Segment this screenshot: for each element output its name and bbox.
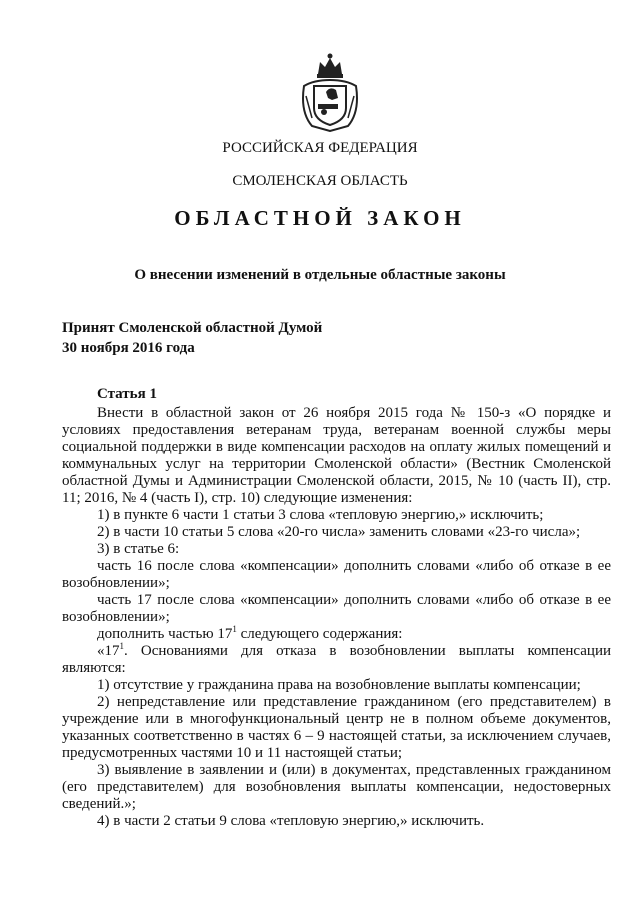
- superscript: 1: [119, 641, 124, 651]
- paragraph-text: дополнить частью 17: [97, 626, 233, 642]
- article-title: Статья 1: [97, 386, 157, 402]
- paragraph: 1) в пункте 6 части 1 статьи 3 слова «тепловую энергию,» исключить;: [97, 507, 544, 523]
- paragraph: [62, 626, 611, 643]
- document-subject: О внесении изменений в отдельные областные законы: [134, 267, 506, 283]
- paragraph: часть 17 после слова «компенсации» дополнить словами «либо об отказе в ее возобновлении»;: [62, 592, 611, 625]
- region-name: СМОЛЕНСКАЯ ОБЛАСТЬ: [232, 173, 408, 189]
- paragraph: 3) выявление в заявлении и (или) в документах, представленных гражданином (его представителем) для возобновления выплаты компенсации, недостоверных сведений.»;: [62, 762, 611, 812]
- paragraph-text: . Основаниями для отказа в возобновлении выплаты компенсации являются:: [62, 643, 611, 676]
- paragraph: Внести в областной закон от 26 ноября 2015 года № 150-з «О порядке и условиях предоставления ветеранам труда, ветеранам военной службы меры социальной поддержки в виде компенсации расходов на оплату жилых помещений и коммунальных услуг на территории Смоленской области» (Вестник Смоленской областной Думы и Администрации Смоленской области, 2015, № 10 (часть II), стр. 11; 2016, № 4 (часть I), стр. 10) следующие изменения:: [62, 405, 611, 506]
- paragraph: 1) отсутствие у гражданина права на возобновление выплаты компенсации;: [97, 677, 581, 693]
- paragraph: часть 16 после слова «компенсации» дополнить словами «либо об отказе в ее возобновлении»;: [62, 558, 611, 591]
- coat-of-arms-icon: [298, 52, 362, 132]
- paragraph-text: следующего содержания:: [240, 626, 403, 642]
- paragraph-text: «17: [97, 643, 120, 659]
- article-body: [62, 405, 611, 830]
- paragraph: 2) непредставление или представление гражданином (его представителем) в учреждение или в многофункциональный центр не в полном объеме документов, указанных соответственно в частях 6 – 9 настоящей статьи, за исключением случаев, предусмотренных частями 10 и 11 настоящей статьи;: [62, 694, 611, 761]
- document-type: ОБЛАСТНОЙ ЗАКОН: [174, 206, 466, 230]
- superscript: 1: [232, 624, 237, 634]
- adoption-info: [62, 318, 322, 358]
- paragraph: 3) в статье 6:: [97, 541, 180, 557]
- paragraph: 2) в части 10 статьи 5 слова «20-го числа» заменить словами «23-го числа»;: [97, 524, 581, 540]
- paragraph: [62, 643, 611, 677]
- country-name: РОССИЙСКАЯ ФЕДЕРАЦИЯ: [222, 140, 418, 156]
- adoption-line: Принят Смоленской областной Думой: [62, 320, 323, 336]
- paragraph: 4) в части 2 статьи 9 слова «тепловую энергию,» исключить.: [97, 813, 485, 829]
- adoption-date: 30 ноября 2016 года: [62, 340, 195, 356]
